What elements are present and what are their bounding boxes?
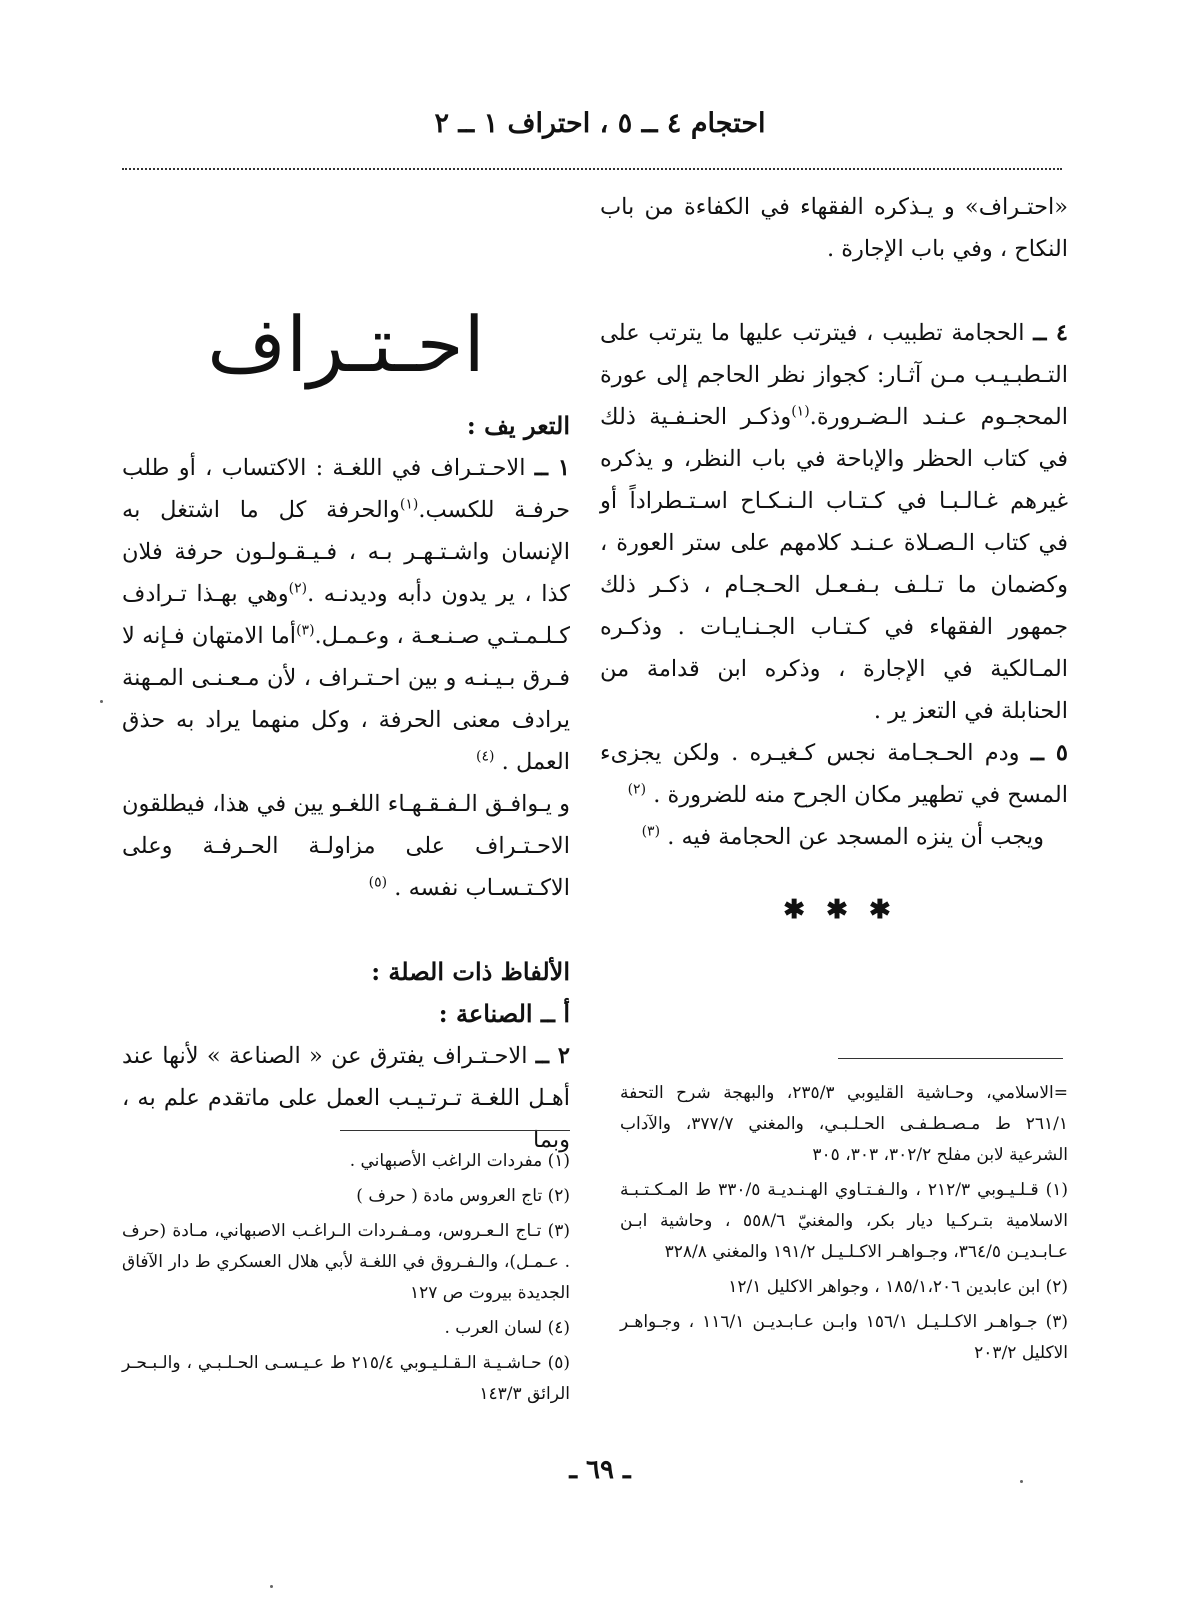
footnote-item: =الاسلامي، وحـاشية القليوبي ٢٣٥/٣، والبهجة شرح التحفة ٢٦١/١ ط مـصـطـفـى الحـلـبـي، والمغني ٣٧٧/٧، والآداب الشرعية لابن مفلح ٣٠٢/٢، ٣٠٣، ٣٠٥: [620, 1083, 1068, 1165]
running-header: احتجام ٤ ــ ٥ ، احتراف ١ ــ ٢: [434, 108, 766, 139]
footnote-item: (٤) لسان العرب .: [444, 1318, 570, 1338]
footnote-item: (١) مفردات الراغب الأصبهاني .: [349, 1151, 570, 1171]
paragraph-number: ٤ ــ: [1033, 320, 1068, 346]
paragraph-text: الاحـتـراف يفترق عن « الصناعة » لأنها عند أهـل اللغـة تـرتـيـب العمل على ماتقدم علم به ، وبما: [122, 1043, 570, 1153]
header-dotted-rule: [122, 168, 1062, 170]
footnote-rule: [838, 1058, 1063, 1059]
footnote-ref[interactable]: (٣): [296, 622, 315, 639]
footnotes-left: [122, 1146, 570, 1414]
paragraph-1: [122, 447, 570, 783]
definition-heading: التعر يف :: [466, 411, 570, 440]
scan-speck: [1020, 1480, 1023, 1483]
left-column: [122, 405, 570, 1161]
paragraph-text: الاحـتـراف في اللغـة : الاكتساب ، أو طلب حرفـة للكسب.: [122, 455, 571, 523]
paragraph-text: والحرفة كل ما اشتغل به الإنسان واشـتـهـر بـه ، فـيـقـولـون حرفة فلان كذا ، ير يدون دأبه وديدنـه .: [122, 497, 570, 607]
footnote-ref[interactable]: (٤): [476, 748, 495, 765]
scan-speck: [270, 1585, 273, 1588]
footnote-item: (٥) حـاشـيـة الـقـلـيـوبي ٢١٥/٤ ط عـيـسـى الحـلـبـي ، والـبـحـر الرائق ١٤٣/٣: [122, 1353, 571, 1404]
footnote-ref[interactable]: (٢): [288, 580, 308, 597]
scan-speck: [100, 700, 103, 703]
paragraph-number: ٢ ــ: [535, 1043, 570, 1069]
footnote-item: (١) قـلـيـوبي ٢١٢/٣ ، والـفـتـاوي الهـنـديـة ٣٣٠/٥ ط المـكـتـبـة الاسلامية بتـركـيا ديار بكر، والمغنيّ ٥٥٨/٦ ، وحاشية ابـن عـابـديـن ٣٦٤/٥، وجـواهـر الاكـلـيـل ١٩١/٢ والمغني ٣٢٨/٨: [620, 1180, 1068, 1262]
paragraph-number: ١ ــ: [534, 455, 570, 481]
footnote-item: (٢) ابن عابدين ١٨٥/١،٢٠٦ ، وجواهر الاكليل ١٢/١: [728, 1277, 1068, 1297]
paragraph-text: و يـوافـق الـفـقـهـاء اللغـو يين في هذا، فيطلقون الاحـتـراف على مزاولـة الحـرفـة وعلى الاكـتـسـاب نفسه .: [122, 791, 570, 901]
related-term-subheading: أ ــ الصناعة :: [438, 999, 570, 1028]
footnote-ref[interactable]: (٥): [368, 874, 388, 891]
intro-paragraph: «احتـراف» و يـذكره الفقهاء في الكفاءة من باب النكاح ، وفي باب الإجارة .: [600, 194, 1068, 262]
footnote-ref[interactable]: (١): [791, 403, 810, 420]
paragraph-text: الحجامة تطبيب ، فيترتب عليها ما يترتب على التـطبـيـب مـن آثـار: كجواز نظر الحاجم إلى عورة المحجـوم عـنـد الـضـرورة.: [600, 320, 1068, 430]
right-column: [600, 186, 1068, 858]
page-number: ـ ٦٩ ـ: [569, 1455, 631, 1485]
paragraph-text: وذكـر الحنـفـية ذلك في كتاب الحظر والإباحة في باب النظر، و يذكره غيرهم غـالـبـا في كـتـاب الـنـكـاح اسـتـطراداً أو في كتاب الـصـلاة عـنـد كلامهم على ستر العورة ، وكضمان ما تـلـف بـفـعـل الحـجـام ، ذكـر ذلك جمهور الفقهاء في كـتـاب الجـنـايـات . وذكـره المـالكية في الإجارة ، وذكره ابن قدامة من الحنابلة في التعز ير .: [600, 404, 1068, 724]
footnote-ref[interactable]: (٣): [641, 823, 661, 840]
section-separator: ✱ ✱ ✱: [783, 895, 897, 925]
paragraph-text: ويجب أن ينزه المسجد عن الحجامة فيه .: [667, 824, 1044, 850]
footnote-item: (٣) جـواهـر الاكـلـيـل ١٥٦/١ وابـن عـابـديـن ١١٦/١ ، وجـواهـر الاكليل ٢٠٣/٢: [620, 1312, 1069, 1363]
paragraph-text: أما الامتهان فـإنه لا فـرق بـيـنـه و بين احـتـراف ، لأن مـعـنـى المـهنة يرادف معنى الحرفة ، وكل منهما يراد به حذق العمل .: [122, 623, 570, 775]
paragraph-2: [122, 1035, 570, 1161]
footnotes-right: [620, 1078, 1068, 1373]
entry-title: احـتـراف: [207, 300, 485, 389]
paragraph-4: [600, 312, 1068, 732]
footnote-ref[interactable]: (٢): [627, 781, 647, 798]
footnote-rule: [340, 1130, 570, 1131]
footnote-item: (٢) تاج العروس مادة ( حرف ): [356, 1186, 570, 1206]
footnote-ref[interactable]: (١): [399, 496, 419, 513]
paragraph-text: ودم الحـجـامة نجس كـغيـره . ولكن يجزىء المسح في تطهير مكان الجرح منه للضرورة .: [600, 740, 1068, 808]
related-terms-heading: الألفاظ ذات الصلة :: [371, 957, 570, 986]
paragraph-5-cont: [600, 816, 1068, 858]
paragraph-1-cont: [122, 783, 570, 909]
paragraph-5: [600, 732, 1068, 816]
paragraph-text: وهي بهـذا تـرادف كـلـمـتـي صـنـعـة ، وعـمـل.: [122, 581, 570, 649]
paragraph-number: ٥ ــ: [1030, 740, 1068, 766]
footnote-item: (٣) تـاج الـعـروس، ومـفـردات الـراغـب الاصبهاني، مـادة (حرف . عـمـل)، والـفـروق في اللغـة لأبي هلال العسكري ط دار الآفاق الجديدة بيروت ص ١٢٧: [122, 1221, 570, 1303]
